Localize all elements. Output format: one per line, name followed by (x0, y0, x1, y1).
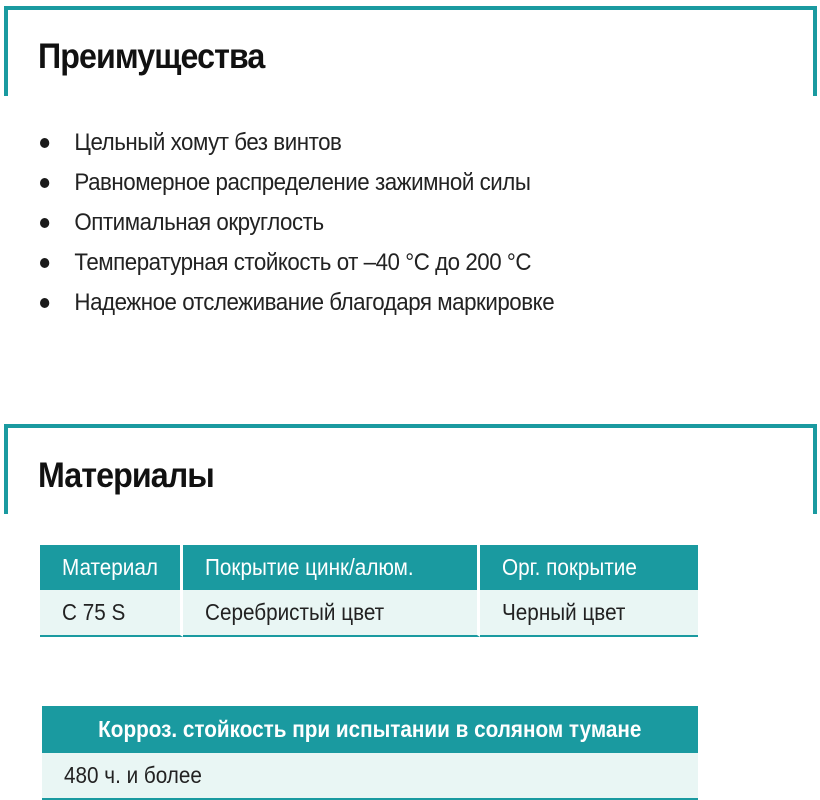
list-item (40, 165, 554, 205)
bullet-icon (40, 218, 49, 228)
table-header-cell: Материал (40, 545, 183, 590)
table-row (42, 753, 698, 799)
table-header-row (42, 706, 698, 753)
list-item-text: Температурная стойкость от –40 °C до 200 °C (74, 249, 532, 276)
materials-heading: Материалы (38, 456, 214, 495)
list-item-text: Цельный хомут без винтов (74, 129, 342, 156)
table-cell: Черный цвет (480, 590, 698, 637)
table-header-cell: Орг. покрытие (480, 545, 698, 590)
table-header-cell: Корроз. стойкость при испытании в соляном тумане (42, 706, 698, 753)
table-cell: C 75 S (40, 590, 183, 637)
advantages-heading: Преимущества (38, 37, 265, 76)
list-item (40, 205, 554, 245)
corrosion-table (42, 706, 698, 800)
bullet-icon (40, 178, 49, 188)
list-item (40, 125, 554, 165)
bullet-icon (40, 138, 49, 148)
bullet-icon (40, 258, 49, 268)
advantages-list (40, 125, 593, 325)
table-cell: 480 ч. и более (42, 753, 698, 799)
table-cell: Серебристый цвет (183, 590, 480, 637)
table-header-cell: Покрытие цинк/алюм. (183, 545, 480, 590)
list-item (40, 285, 554, 325)
table-row (40, 590, 698, 637)
list-item (40, 245, 554, 285)
list-item-text: Надежное отслеживание благодаря маркировке (74, 289, 555, 316)
materials-table (40, 545, 698, 637)
bullet-icon (40, 298, 49, 308)
list-item-text: Оптимальная округлость (74, 209, 324, 236)
list-item-text: Равномерное распределение зажимной силы (74, 169, 531, 196)
table-header-row (40, 545, 698, 590)
